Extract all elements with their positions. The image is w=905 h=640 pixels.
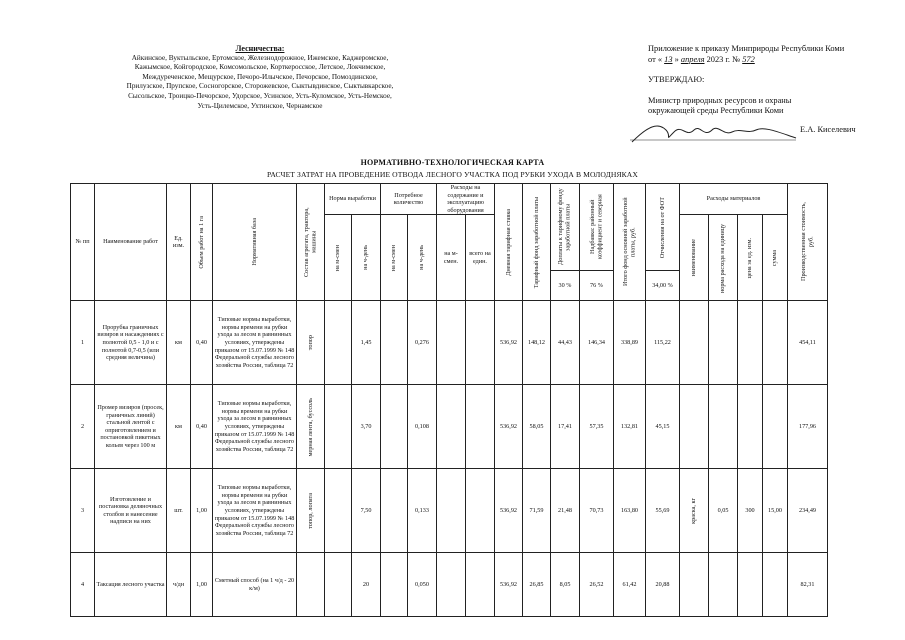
col-exp-total: всего на един. xyxy=(466,215,495,301)
col-mat-sum: сумма xyxy=(763,215,788,301)
col-name: Наименование работ xyxy=(95,184,167,301)
col-total-fund: Итого фонд основной заработной платы, руб. xyxy=(614,184,646,301)
col-deduct: Отчисления на от ФОТ xyxy=(646,184,680,271)
signer-name: Е.А. Киселевич xyxy=(800,125,856,134)
pct-bonus: 30 % xyxy=(551,271,580,301)
col-volume: Объем работ на 1 га xyxy=(191,184,213,301)
col-bonus: Доплаты к тарифному фонду заработной платы xyxy=(551,184,580,271)
table-row: 4 Таксация лесного участка ч/дн 1,00 Сметный способ (на 1 ч/д - 20 к/м) 20 0,050 536,92 26,85 8,05 26,52 61,42 20,88 82,31 xyxy=(71,553,828,617)
col-exp-m: на м-смен. xyxy=(437,215,466,301)
forestries-line: Междуреченское, Мещурское, Печоро-Илычское, Печорское, Помоздинское, xyxy=(142,72,378,81)
col-units: Состав агрегата, трактора, машины xyxy=(297,184,325,301)
approval-line2: от « 13 » апреля 2023 г. № 572 xyxy=(648,54,755,64)
col-cost: Производственная стоимость, руб. xyxy=(788,184,828,301)
col-need-ch: на ч-день xyxy=(408,215,437,301)
forestries-title: Лесничества: xyxy=(235,44,285,53)
forestries-line: Усть-Цилемское, Ухтинское, Чернамское xyxy=(197,101,323,110)
col-mat-norm: норма расхода на единицу xyxy=(709,215,738,301)
table-row: 1 Прорубка граничных визиров и насаждениях с полнотой 0,5 - 1,0 и с полнотой 0,7-0,5 (или средняя величина) км 0,40 Типовые нормы выработки, нормы времени на рубки ухода за лесом в равнинных условиях, утверждены приказом от 15.07.1999 № 148 Федеральной службы лесного хозяйства России, таблица 72 топор 1,45 0,276 536,92 148,12 44,43 146,34 338,89 115,22 454,11 xyxy=(71,301,828,385)
col-no: № пп xyxy=(71,184,95,301)
approval-position-1: Министр природных ресурсов и охраны xyxy=(648,95,792,105)
col-norm-ch: на ч-день xyxy=(352,215,381,301)
document-title: НОРМАТИВНО-ТЕХНОЛОГИЧЕСКАЯ КАРТА xyxy=(360,158,545,167)
pct-deduct: 34,00 % xyxy=(646,271,680,301)
table-row: 3 Изготовление и постановка деляночных столбов и нанесение надписи на них шт. 1,00 Типовые нормы выработки, нормы времени на рубки ухода за лесом в равнинных условиях, утверждены приказом от 15.07.1999 № 148 Федеральной службы лесного хозяйства России, таблица 72 топор, лопата 7,50 0,133 536,92 71,59 21,48 70,73 163,80 55,69 краска, кг 0,05 300 15,00 234,49 xyxy=(71,469,828,553)
approval-position-2: окружающей среды Республики Коми xyxy=(648,106,784,115)
col-mat-name: наименование xyxy=(680,215,709,301)
forestries-line: Сысольское, Троицко-Печорское, Удорское, Усинское, Усть-Куломское, Усть-Немское, xyxy=(128,91,392,100)
approval-month: апреля xyxy=(680,54,705,64)
col-need-mch: на м-смен xyxy=(381,215,408,301)
approval-line1: Приложение к приказу Минприроды Республики Коми xyxy=(648,44,845,53)
forestries-line: Кажымское, Койгородское, Комсомольское, Корткеросское, Летское, Локчимское, xyxy=(134,63,386,72)
pct-north: 76 % xyxy=(580,271,614,301)
col-norm: Норма выработки xyxy=(325,184,381,215)
approval-approve: УТВЕРЖДАЮ: xyxy=(648,75,705,84)
col-base: Нормативная база xyxy=(213,184,297,301)
approval-block xyxy=(648,44,888,117)
approval-number: 572 xyxy=(742,54,755,64)
cost-table xyxy=(70,183,828,617)
signature-image xyxy=(628,120,798,148)
table-row: 2 Промер визиров (просек, граничных линий) стальной лентой с оприготовлением и постановкой пикетных кольев через 100 м км 0,40 Типовые нормы выработки, нормы времени на рубки ухода за лесом в равнинных условиях, утверждены приказом от 15.07.1999 № 148 Федеральной службы лесного хозяйства России, таблица 72 мерная лента, буссоль 3,70 0,108 536,92 58,05 17,41 57,35 132,81 45,15 177,96 xyxy=(71,385,828,469)
forestries-line: Айкинское, Вуктыльское, Ертомское, Железнодорожное, Ижемское, Каджеромское, xyxy=(131,53,389,62)
forestries-block xyxy=(70,44,450,111)
col-mat-price: цена за ед. изм. xyxy=(738,215,763,301)
col-need: Потребное количество xyxy=(381,184,437,215)
forestries-line: Прилузское, Прупское, Сосногорское, Сторожевское, Сыктывдинское, Сыктывкарское, xyxy=(126,82,394,91)
col-north: Надбавка: районный коэффициент и северная xyxy=(580,184,614,271)
col-unit: Ед. изм. xyxy=(167,184,191,301)
col-exp: Расходы на содержание и эксплуатацию оборудования xyxy=(437,184,495,215)
col-materials: Расходы материалов xyxy=(680,184,788,215)
document-subtitle: РАСЧЕТ ЗАТРАТ НА ПРОВЕДЕНИЕ ОТВОДА ЛЕСНОГО УЧАСТКА ПОД РУБКИ УХОДА В МОЛОДНЯКАХ xyxy=(267,170,638,179)
approval-day: 13 xyxy=(664,54,673,64)
col-norm-mch: на м-смен xyxy=(325,215,352,301)
col-fund: Тарифный фонд заработной платы xyxy=(523,184,551,301)
col-rate: Дневная тарифная ставка xyxy=(495,184,523,301)
